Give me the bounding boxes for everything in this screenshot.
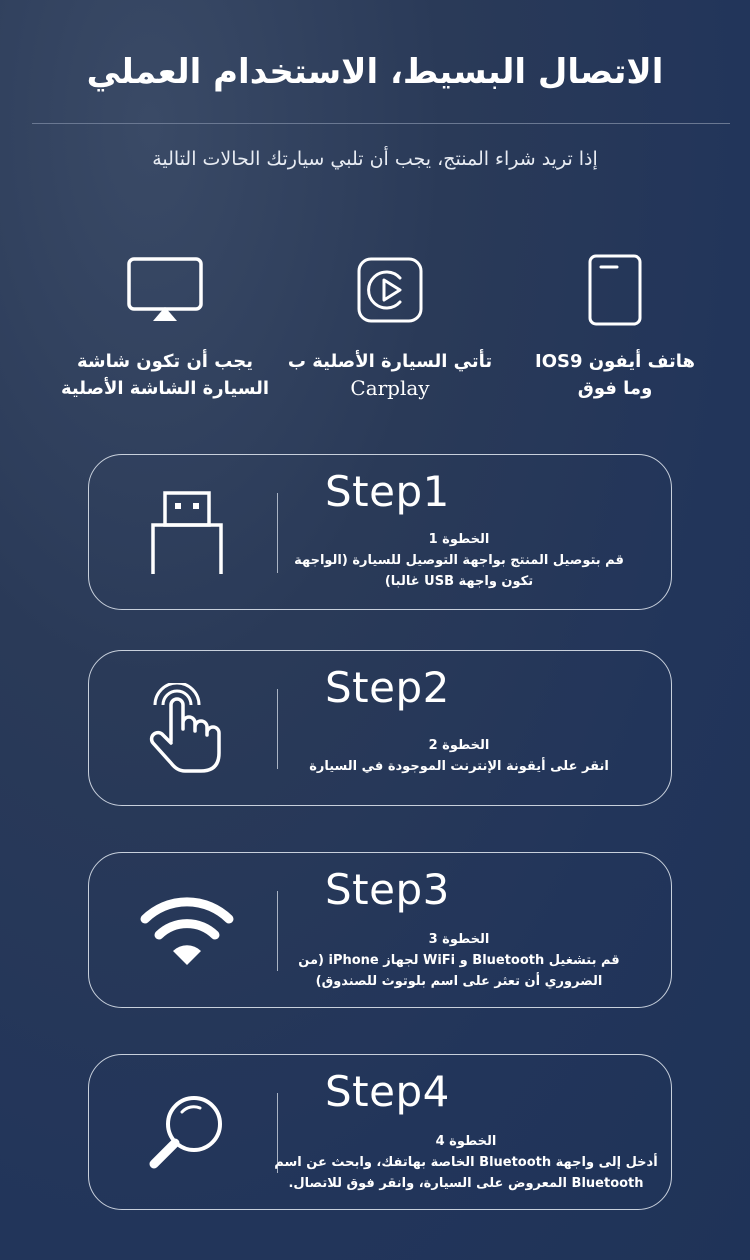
requirement-carplay-line2: Carplay: [350, 376, 430, 400]
step-card-1: [88, 454, 672, 610]
carplay-icon: [275, 250, 505, 330]
page-title: الاتصال البسيط، الاستخدام العملي: [86, 52, 664, 92]
requirement-phone-line1: هاتف أيفون IOS9: [535, 351, 695, 372]
step-number: الخطوة 4: [435, 1134, 497, 1149]
step-text-line2: Bluetooth المعروض على السيارة، وانقر فوق للاتصال.: [288, 1176, 644, 1191]
wifi-icon: [129, 883, 244, 979]
step-card-3: [88, 852, 672, 1008]
requirement-screen-line2: السيارة الشاشة الأصلية: [60, 378, 270, 399]
step-text-line2: الضروري أن تعثر على اسم بلوتوث للصندوق): [315, 974, 603, 989]
step-card-4: [88, 1054, 672, 1210]
requirement-screen-line1: يجب أن تكون شاشة: [76, 351, 254, 372]
step-divider: [277, 493, 278, 573]
step-text-line1: قم بتشغيل Bluetooth و WiFi لجهاز iPhone (من: [298, 953, 620, 968]
step-description: [279, 529, 639, 592]
step-description: [279, 735, 639, 777]
step-text-line1: أدخل إلى واجهة Bluetooth الخاصة بهاتفك، وابحث عن اسم: [274, 1155, 658, 1170]
title-divider: [32, 123, 730, 124]
requirement-carplay-line1: تأتي السيارة الأصلية ب: [287, 351, 493, 372]
step-description: [269, 1131, 663, 1194]
step-title: Step2: [325, 663, 450, 712]
step-card-2: [88, 650, 672, 806]
usb-icon: [129, 485, 244, 581]
search-icon: [129, 1085, 244, 1181]
tap-hand-icon: [129, 681, 244, 777]
requirement-screen: [50, 250, 280, 402]
step-description: [269, 929, 649, 992]
screen-icon: [50, 250, 280, 330]
step-title: Step1: [325, 467, 450, 516]
step-text-line1: انقر على أيقونة الإنترنت الموجودة في السيارة: [309, 759, 609, 774]
step-text-line2: تكون واجهة USB غالبا): [384, 574, 534, 589]
step-divider: [277, 689, 278, 769]
page-subtitle: إذا تريد شراء المنتج، يجب أن تلبي سيارتك الحالات التالية: [152, 148, 598, 170]
phone-icon: [500, 250, 730, 330]
requirement-carplay: [275, 250, 505, 402]
step-number: الخطوة 3: [428, 932, 490, 947]
step-text-line1: قم بتوصيل المنتج بواجهة التوصيل للسيارة (الواجهة: [294, 553, 624, 568]
step-title: Step3: [325, 865, 450, 914]
requirement-phone: [500, 250, 730, 402]
step-title: Step4: [325, 1067, 450, 1116]
step-number: الخطوة 1: [428, 532, 490, 547]
requirement-phone-line2: وما فوق: [577, 378, 653, 399]
step-number: الخطوة 2: [428, 738, 490, 753]
